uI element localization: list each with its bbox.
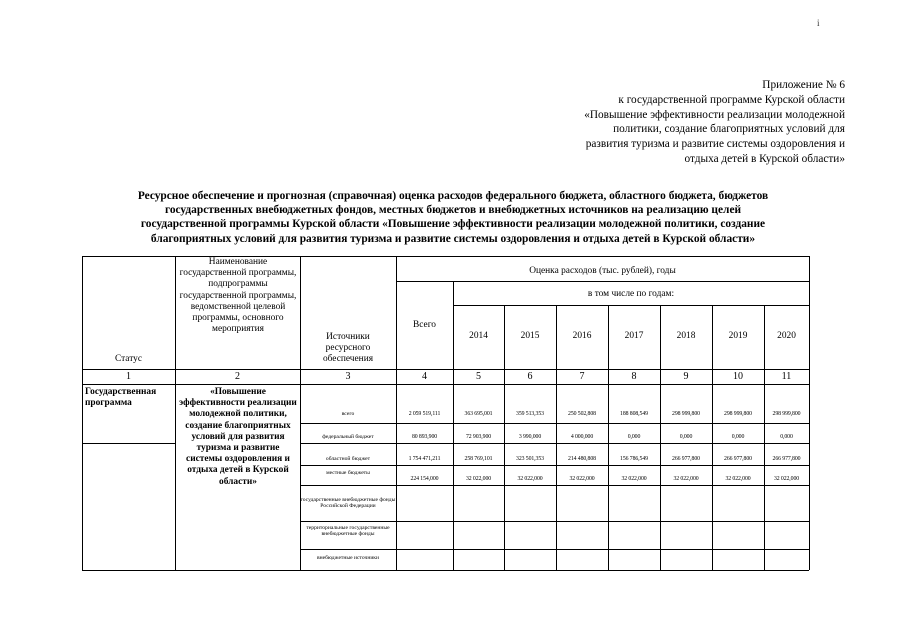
value-cell: 214 480,808 — [568, 456, 596, 462]
page-mark: i — [817, 18, 820, 28]
table-line — [175, 256, 176, 570]
header-year: 2019 — [728, 331, 748, 341]
table-border-left — [82, 256, 83, 570]
title-line: Ресурсное обеспечение и прогнозная (справочная) оценка расходов федерального бюджета, областного бюджета, бюджетов — [137, 190, 769, 202]
value-cell: 266 977,800 — [724, 456, 752, 462]
value-cell: 363 695,001 — [464, 411, 493, 417]
value-cell: 224 154,000 — [410, 476, 439, 482]
value-cell: 258 769,101 — [464, 456, 493, 462]
appendix-line: к государственной программе Курской области — [618, 93, 845, 106]
header-year: 2020 — [777, 331, 796, 341]
appendix-line: Приложение № 6 — [762, 79, 845, 91]
document-title — [88, 189, 818, 246]
header-year: 2016 — [572, 331, 592, 341]
value-cell: 323 501,353 — [516, 456, 544, 462]
appendix-line: «Повышение эффективности реализации молодежной — [584, 108, 845, 121]
column-number: 6 — [527, 371, 533, 382]
header-by-years: в том числе по годам: — [587, 289, 675, 299]
value-cell: 266 977,800 — [672, 456, 700, 462]
value-cell: 0,000 — [627, 434, 641, 440]
value-cell: 156 786,549 — [620, 456, 648, 462]
header-status: Статус — [114, 354, 143, 364]
table-line — [300, 485, 809, 486]
value-cell: 188 808,549 — [620, 411, 648, 417]
value-cell: 3 990,000 — [518, 434, 542, 440]
title-line: государственной программы Курской области «Повышение эффективности реализации молодежной политики, создание — [140, 218, 766, 231]
appendix-header — [485, 78, 845, 167]
value-cell: 32 022,000 — [465, 476, 492, 482]
table-line — [82, 443, 175, 444]
value-cell: 0,000 — [731, 434, 745, 440]
header-year: 2018 — [676, 331, 696, 341]
value-cell: 72 903,900 — [465, 434, 492, 440]
table-line — [300, 549, 809, 550]
table-line — [300, 443, 809, 444]
table-line — [82, 384, 809, 385]
value-cell: 2 059 519,111 — [408, 411, 441, 417]
value-cell: 0,000 — [780, 434, 793, 440]
column-number: 8 — [631, 371, 637, 382]
value-cell: 266 977,800 — [772, 456, 801, 462]
value-cell: 32 022,000 — [621, 476, 647, 482]
source-label: территориальные государственные внебюджетные фонды — [306, 525, 390, 538]
source-label: всего — [341, 411, 355, 417]
value-cell: 298 999,800 — [724, 411, 752, 417]
table-line — [82, 369, 809, 370]
source-label: государственные внебюджетные фонды Российской Федерации — [300, 497, 396, 510]
column-number: 9 — [683, 371, 689, 382]
status-value: Государственная программа — [85, 387, 157, 409]
table-line — [300, 423, 809, 424]
column-number: 7 — [579, 371, 585, 382]
program-name: «Повышение эффективности реализации молодежной политики, создание благоприятных условий для развития туризма и развитие системы оздоровления и отдыха детей в Курской области» — [179, 387, 297, 487]
column-number: 1 — [126, 371, 131, 382]
value-cell: 32 022,000 — [517, 476, 543, 482]
value-cell: 80 893,900 — [411, 434, 438, 440]
table-line — [300, 521, 809, 522]
value-cell: 32 022,000 — [773, 476, 800, 482]
header-total: Всего — [413, 320, 436, 330]
source-label: федеральный бюджет — [322, 434, 374, 440]
appendix-line: отдыха детей в Курской области» — [684, 152, 845, 165]
header-sources: Источники ресурсного обеспечения — [322, 332, 374, 365]
value-cell: 0,000 — [679, 434, 693, 440]
source-label: местные бюджеты — [326, 470, 370, 476]
column-number: 2 — [235, 371, 240, 382]
header-year: 2017 — [624, 331, 644, 341]
table-border-right — [809, 256, 810, 570]
header-year: 2014 — [469, 331, 488, 341]
table-line — [300, 465, 809, 466]
column-number: 11 — [781, 371, 792, 382]
column-number: 4 — [422, 371, 427, 382]
value-cell: 32 022,000 — [673, 476, 699, 482]
value-cell: 32 022,000 — [569, 476, 595, 482]
header-estimate: Оценка расходов (тыс. рублей), годы — [529, 266, 676, 276]
value-cell: 359 513,353 — [516, 411, 544, 417]
table-line — [453, 281, 454, 570]
value-cell: 298 999,800 — [772, 411, 801, 417]
column-number: 10 — [733, 371, 743, 382]
appendix-line: развития туризма и развитие системы оздоровления и — [585, 138, 845, 151]
value-cell: 250 502,808 — [568, 411, 596, 417]
source-label: внебюджетные источники — [316, 555, 380, 561]
value-cell: 4 000,000 — [570, 434, 594, 440]
header-name: Наименование государственной программы, подпрограммы государственной программы, ведомственной целевой программы, основного мероприятия — [179, 257, 297, 335]
column-number: 3 — [345, 371, 351, 382]
value-cell: 298 999,800 — [672, 411, 700, 417]
table-line — [396, 281, 809, 282]
value-cell: 1 754 471,211 — [408, 456, 441, 462]
title-line: государственных внебюджетных фондов, местных бюджетов и внебюджетных источников на реализацию целей — [164, 204, 742, 217]
table-border-bottom — [82, 570, 809, 571]
header-year: 2015 — [520, 331, 540, 341]
column-number: 5 — [476, 371, 481, 382]
value-cell: 32 022,000 — [725, 476, 751, 482]
title-line: благоприятных условий для развития туризма и развитие системы оздоровления и отдыха детей в Курской области» — [150, 232, 756, 245]
table-line — [453, 305, 809, 306]
appendix-line: политики, создание благоприятных условий для — [613, 123, 845, 136]
source-label: областной бюджет — [325, 456, 371, 462]
